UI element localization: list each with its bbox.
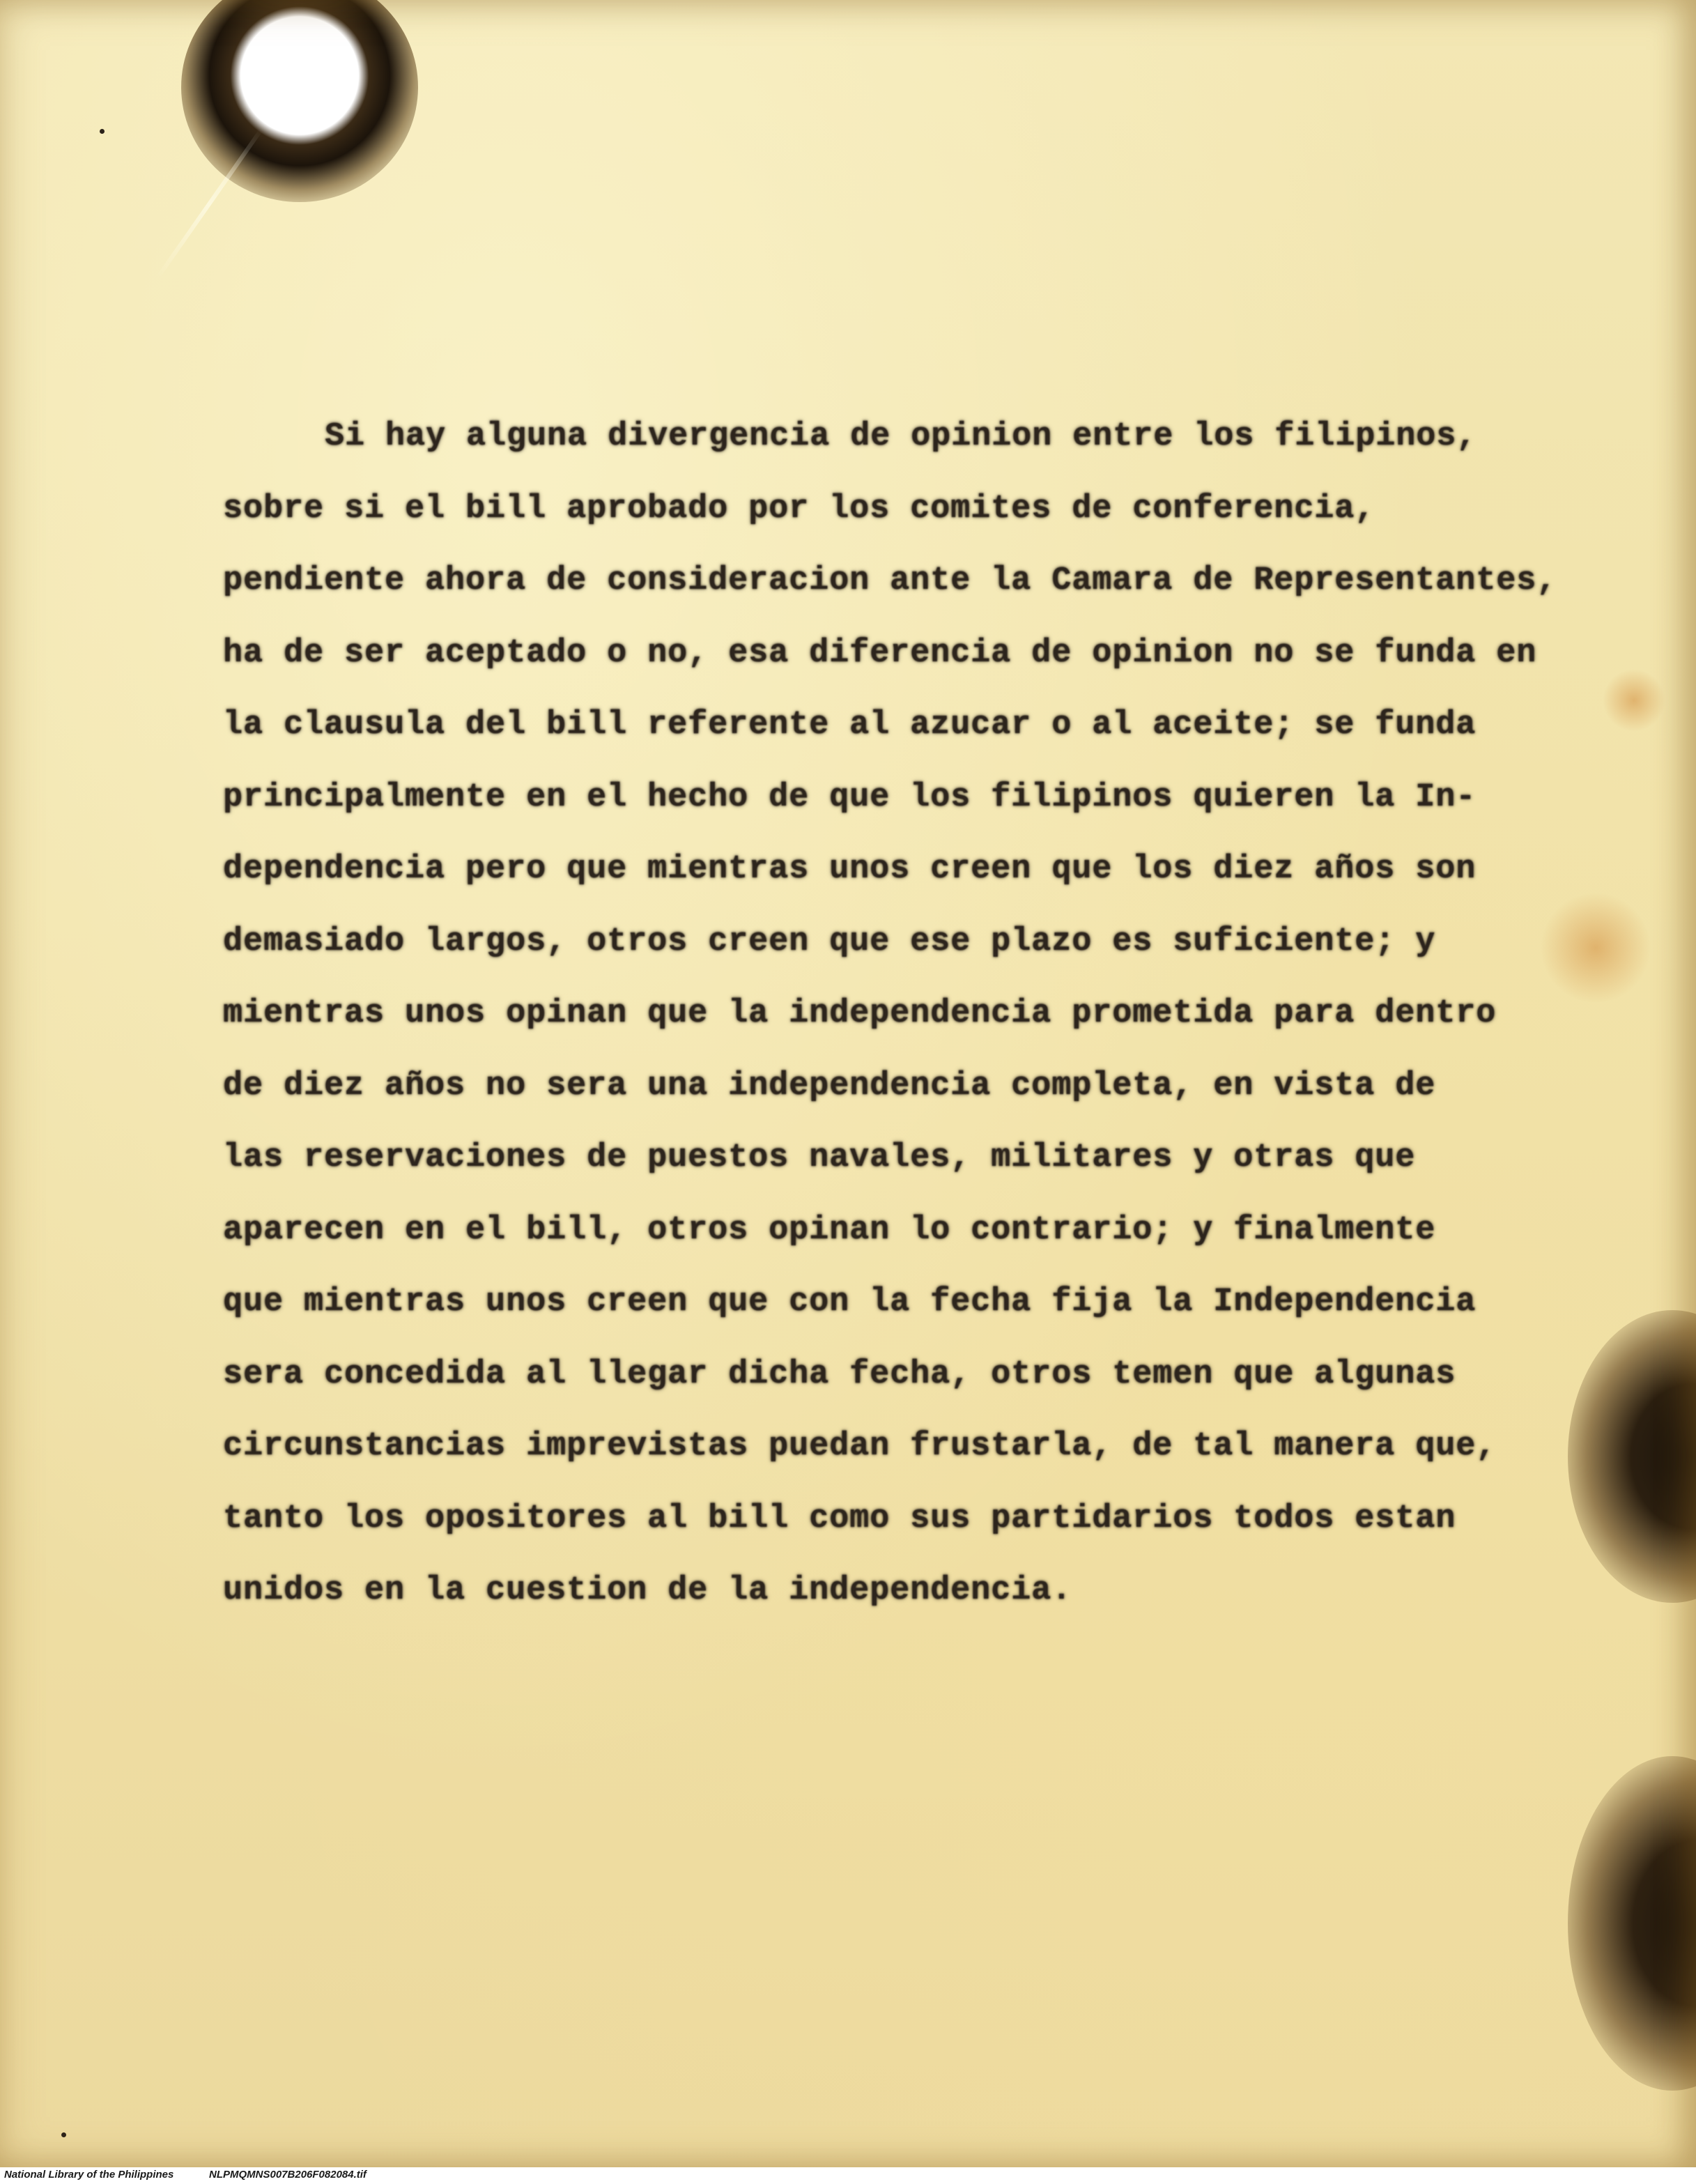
burn-hole-top xyxy=(181,0,418,202)
paper-crease xyxy=(155,129,263,279)
stain-spot xyxy=(1603,669,1665,732)
typed-paragraph xyxy=(223,401,1557,1627)
text-line: pendiente ahora de consideracion ante la Camara de Representantes, xyxy=(223,562,1557,599)
text-line: Si hay alguna divergencia de opinion entre los filipinos, xyxy=(325,418,1477,455)
text-line: unidos en la cuestion de la independencia. xyxy=(223,1572,1072,1609)
burn-mark-right-lower xyxy=(1568,1756,1696,2091)
text-line: las reservaciones de puestos navales, militares y otras que xyxy=(223,1139,1416,1176)
text-line: aparecen en el bill, otros opinan lo contrario; y finalmente xyxy=(223,1211,1436,1249)
text-line: mientras unos opinan que la independencia prometida para dentro xyxy=(223,995,1497,1032)
ink-speck xyxy=(100,129,105,134)
footer-library-name: National Library of the Philippines xyxy=(4,2169,174,2181)
text-line: la clausula del bill referente al azucar o al aceite; se funda xyxy=(223,707,1477,744)
footer-filename: NLPMQMNS007B206F082084.tif xyxy=(209,2169,367,2181)
text-line: que mientras unos creen que con la fecha fija la Independencia xyxy=(223,1284,1477,1321)
text-line: sobre si el bill aprobado por los comites de conferencia, xyxy=(223,490,1375,528)
text-line: sera concedida al llegar dicha fecha, otros temen que algunas xyxy=(223,1355,1456,1393)
text-line: de diez años no sera una independencia completa, en vista de xyxy=(223,1067,1436,1105)
text-line: dependencia pero que mientras unos creen que los diez años son xyxy=(223,851,1477,888)
ink-speck xyxy=(61,2132,66,2137)
text-line: tanto los opositores al bill como sus partidarios todos estan xyxy=(223,1500,1456,1537)
stain-spot xyxy=(1540,892,1651,1003)
text-line: demasiado largos, otros creen que ese plazo es suficiente; y xyxy=(223,923,1436,960)
text-line: ha de ser aceptado o no, esa diferencia de opinion no se funda en xyxy=(223,634,1537,672)
burn-mark-right-upper xyxy=(1568,1310,1696,1603)
text-line: circunstancias imprevistas puedan frustarla, de tal manera que, xyxy=(223,1428,1497,1465)
text-line: principalmente en el hecho de que los filipinos quieren la In- xyxy=(223,778,1477,816)
